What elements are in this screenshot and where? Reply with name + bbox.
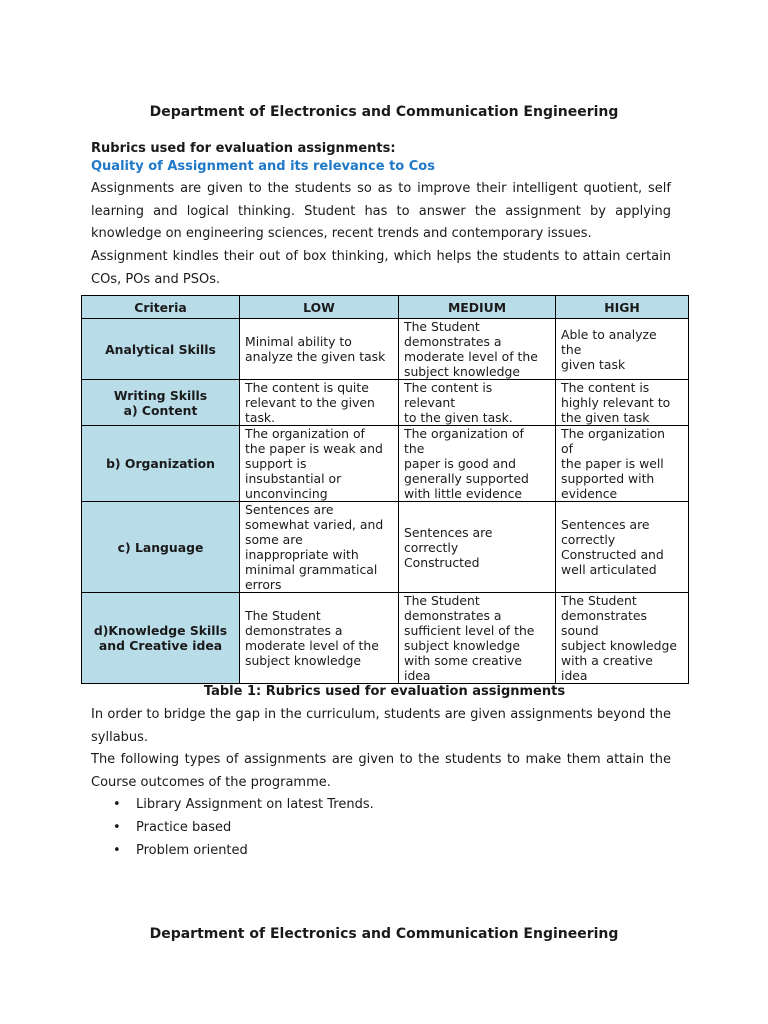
list-item	[91, 817, 374, 840]
header-criteria: Criteria	[82, 296, 240, 319]
curriculum-paragraph: In order to bridge the gap in the curriculum, students are given assignments beyond the syllabus.	[91, 707, 671, 745]
bullet-icon: •	[113, 819, 121, 835]
quality-subheading: Quality of Assignment and its relevance to Cos	[91, 159, 435, 174]
bullet-icon: •	[113, 842, 121, 858]
header-low: LOW	[240, 296, 399, 319]
table-row	[82, 502, 689, 593]
table-row	[82, 380, 689, 426]
department-title: Department of Electronics and Communication Engineering	[149, 104, 619, 120]
list-item-text: Problem oriented	[136, 842, 248, 858]
rubrics-table	[81, 295, 689, 684]
high-cell: The Student demonstrates sound subject knowledge with a creative idea	[556, 593, 689, 684]
high-cell: Able to analyze the given task	[556, 319, 689, 380]
low-cell: The content is quite relevant to the given task.	[240, 380, 399, 426]
criteria-cell: Analytical Skills	[82, 319, 240, 380]
bullet-icon: •	[113, 797, 121, 812]
list-item-text: Practice based	[136, 819, 232, 835]
table-row	[82, 319, 689, 380]
table-row	[82, 593, 689, 684]
table-header-row	[82, 296, 689, 319]
list-item	[91, 794, 374, 817]
low-cell: Sentences are somewhat varied, and some are inappropriate with minimal grammatical errors	[240, 502, 399, 593]
intro-paragraph-2: Assignment kindles their out of box thinking, which helps the students to attain certain COs, POs and PSOs.	[91, 249, 671, 287]
table-row	[82, 426, 689, 502]
department-title-repeat: Department of Electronics and Communication Engineering	[149, 926, 619, 942]
criteria-cell: Writing Skills a) Content	[82, 380, 240, 426]
intro-paragraph-1: Assignments are given to the students so as to improve their intelligent quotient, self learning and logical thinking. Student has to answer the assignment by applying knowledge on engineering sciences, recent trends and contemporary issues.	[91, 181, 671, 242]
medium-cell: The Student demonstrates a sufficient level of the subject knowledge with some creative idea	[399, 593, 556, 684]
table-caption: Table 1: Rubrics used for evaluation assignments	[203, 684, 566, 699]
assignment-types-paragraph: The following types of assignments are given to the students to make them attain the Course outcomes of the programme.	[91, 752, 671, 790]
criteria-cell: c) Language	[82, 502, 240, 593]
high-cell: The content is highly relevant to the given task	[556, 380, 689, 426]
header-medium: MEDIUM	[399, 296, 556, 319]
high-cell: The organization of the paper is well supported with evidence	[556, 426, 689, 502]
low-cell: The organization of the paper is weak and support is insubstantial or unconvincing	[240, 426, 399, 502]
medium-cell: Sentences are correctly Constructed	[399, 502, 556, 593]
medium-cell: The Student demonstrates a moderate level of the subject knowledge	[399, 319, 556, 380]
low-cell: The Student demonstrates a moderate level of the subject knowledge	[240, 593, 399, 684]
medium-cell: The content is relevant to the given task.	[399, 380, 556, 426]
low-cell: Minimal ability to analyze the given task	[240, 319, 399, 380]
criteria-cell: b) Organization	[82, 426, 240, 502]
criteria-cell: d)Knowledge Skills and Creative idea	[82, 593, 240, 684]
rubrics-heading: Rubrics used for evaluation assignments:	[91, 141, 396, 156]
medium-cell: The organization of the paper is good and generally supported with little evidence	[399, 426, 556, 502]
assignment-types-list	[91, 794, 374, 862]
header-high: HIGH	[556, 296, 689, 319]
list-item-text: Library Assignment on latest Trends.	[136, 797, 374, 812]
high-cell: Sentences are correctly Constructed and well articulated	[556, 502, 689, 593]
list-item	[91, 840, 374, 863]
